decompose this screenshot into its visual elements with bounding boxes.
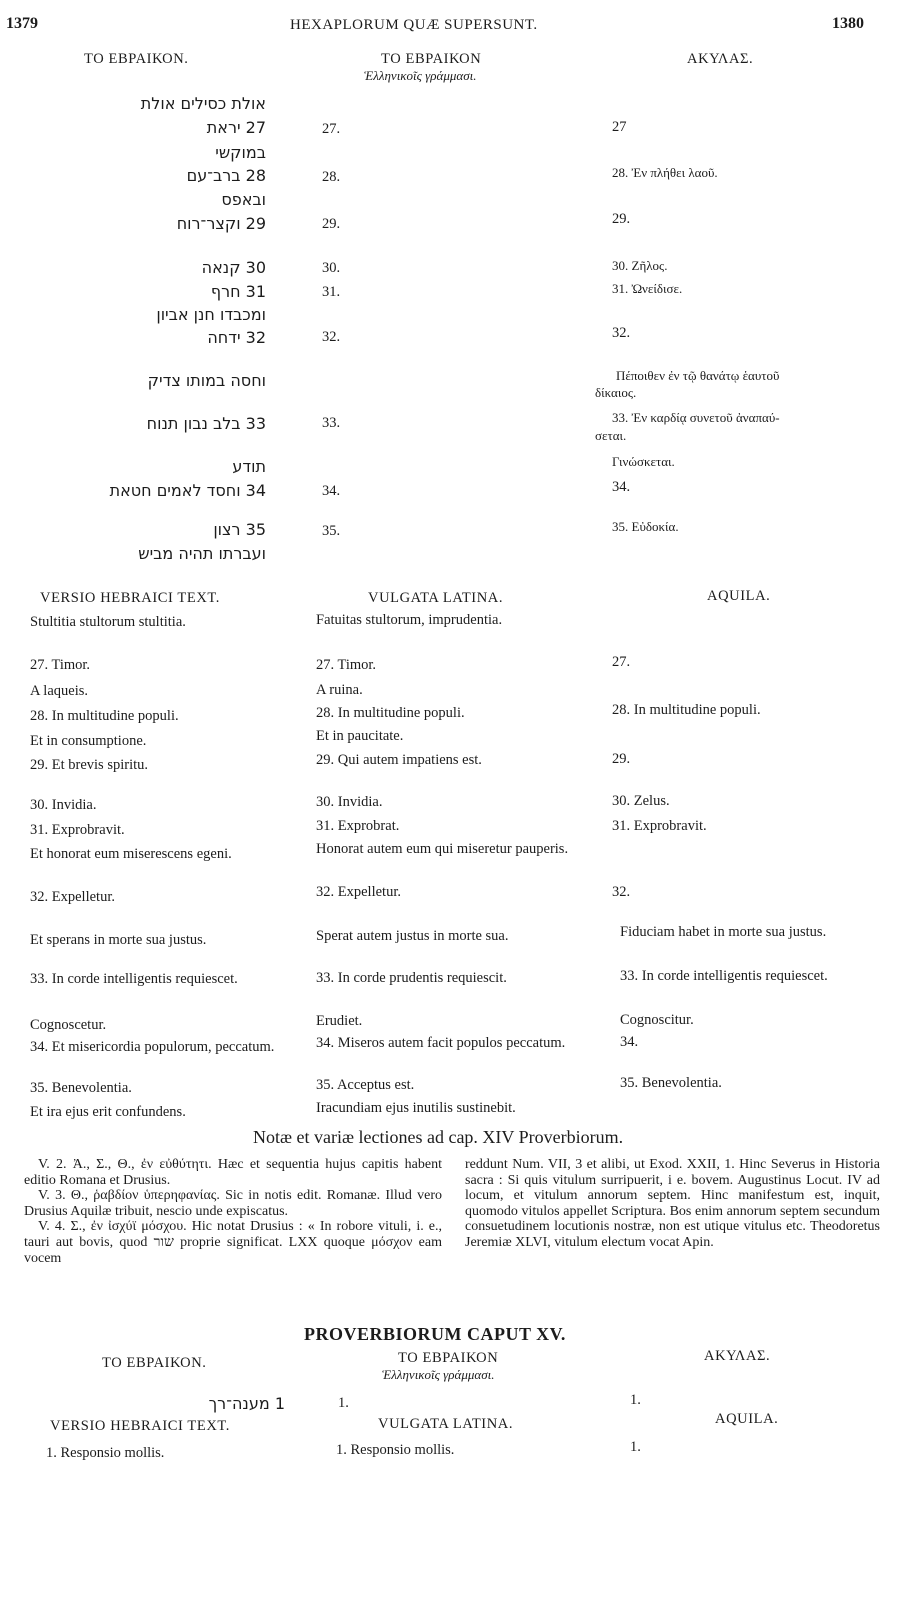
note-paragraph: V. 2. Ἀ., Σ., Θ., ἐν εὐθύτητι. Hæc et sequentia hujus capitis habent editio Romana et Drusius. xyxy=(24,1157,442,1188)
vulgata-line: Iracundiam ejus inutilis sustinebit. xyxy=(316,1100,516,1116)
aquila-greek-line: 28. Ἐν πλήθει λαοῦ. xyxy=(612,165,718,180)
aquila-greek-line: Γινώσκεται. xyxy=(612,454,675,469)
translit-verse: 31. xyxy=(322,284,341,300)
aquila-greek-line: 31. Ὠνείδισε. xyxy=(612,281,683,296)
aquila-greek-line: 33. Ἐν καρδίᾳ συνετοῦ ἀναπαύ- xyxy=(612,410,780,425)
versio-line: 35. Benevolentia. xyxy=(30,1080,132,1096)
aquila-latin-line: 31. Exprobravit. xyxy=(612,818,707,834)
versio-line: 31. Exprobravit. xyxy=(30,822,125,838)
versio-line: Et honorat eum miserescens egeni. xyxy=(30,846,232,862)
vulgata-line: Et in paucitate. xyxy=(316,728,404,744)
translit-verse: 30. xyxy=(322,260,341,276)
transliterated-column-subheader: Ἑλληνικοῖς γράμμασι. xyxy=(364,68,477,83)
transliterated-column-subheader: Ἑλληνικοῖς γράμμασι. xyxy=(382,1367,495,1382)
translit-verse: 29. xyxy=(322,216,341,232)
vulgata-line: Honorat autem eum qui miseretur pauperis. xyxy=(316,841,569,857)
vulgata-line: Sperat autem justus in morte sua. xyxy=(316,928,509,944)
translit-verse: 34. xyxy=(322,483,341,499)
aquila-greek-line: 30. Ζῆλος. xyxy=(612,258,668,273)
versio-line: 29. Et brevis spiritu. xyxy=(30,757,149,773)
hebrew-line: 29 וקצר־רוח xyxy=(176,214,266,233)
versio-line: Cognoscetur. xyxy=(30,1017,107,1033)
chapter-title: PROVERBIORUM CAPUT XV. xyxy=(304,1324,566,1344)
transliterated-column-header: ΤΟ ΕΒΡΑΙΚΟΝ xyxy=(398,1350,499,1366)
vulgata-line: A ruina. xyxy=(316,682,363,698)
versio-line: 30. Invidia. xyxy=(30,797,97,813)
translit-verse: 35. xyxy=(322,523,341,539)
vulgata-line: 1. Responsio mollis. xyxy=(336,1442,455,1458)
aquila-latin-line: 33. In corde intelligentis requiescet. xyxy=(620,968,828,984)
versio-column-header: VERSIO HEBRAICI TEXT. xyxy=(40,590,221,606)
aquila-latin-line: 27. xyxy=(612,654,631,670)
versio-line: Et ira ejus erit confundens. xyxy=(30,1104,186,1120)
vulgata-line: Erudiet. xyxy=(316,1013,363,1029)
page-number-left: 1379 xyxy=(6,15,38,32)
vulgata-column-header: VULGATA LATINA. xyxy=(378,1416,514,1432)
aquila-greek-column-header: ΑΚΥΛΑΣ. xyxy=(704,1348,771,1364)
hebrew-line: 32 ידחה xyxy=(207,328,266,347)
versio-line: Et in consumptione. xyxy=(30,733,147,749)
versio-line: 1. Responsio mollis. xyxy=(46,1445,165,1461)
hebrew-column-header: ΤΟ ΕΒΡΑΙΚΟΝ. xyxy=(102,1355,207,1371)
aquila-latin-line: 32. xyxy=(612,884,631,900)
transliterated-column-header: ΤΟ ΕΒΡΑΙΚΟΝ xyxy=(381,51,482,67)
vulgata-line: 32. Expelletur. xyxy=(316,884,401,900)
vulgata-line: 29. Qui autem impatiens est. xyxy=(316,752,482,768)
aquila-latin-line: Fiduciam habet in morte sua justus. xyxy=(620,924,827,940)
aquila-latin-line: 1. xyxy=(630,1439,641,1455)
vulgata-line: 35. Acceptus est. xyxy=(316,1077,415,1093)
hebrew-line: 35 רצון xyxy=(213,520,266,539)
translit-verse: 32. xyxy=(322,329,341,345)
aquila-greek-line: 29. xyxy=(612,211,631,227)
notes-left-column xyxy=(24,1157,442,1266)
versio-line: 34. Et misericordia populorum, peccatum. xyxy=(30,1039,275,1055)
notes-right-column: reddunt Num. VII, 3 et alibi, ut Exod. XXII, 1. Hinc Severus in Historia sacra : Si quis vitulum surripuerit, i e. bovem. Augustinus Locut. IV ad locum, et vitulum annorum septem. Hinc manifestum est, inquit, quomodo vitulos appellet Scriptura. Bos enim annorum septem secundum consuetudinem locutionis nostræ, non est utique vitulus etc. Theodoretus Jeremiæ XLVI, vitulum electum vocat Apin. xyxy=(465,1157,880,1250)
hebrew-line: 34 וחסד לאמים חטאת xyxy=(109,481,266,500)
aquila-greek-line: δίκαιος. xyxy=(595,385,637,400)
translit-verse: 27. xyxy=(322,121,341,137)
hebrew-line: ועברתו תהיה מביש xyxy=(138,544,266,563)
translit-verse: 33. xyxy=(322,415,341,431)
aquila-greek-line: Πέποιθεν ἐν τῷ θανάτῳ ἑαυτοῦ xyxy=(616,368,780,383)
aquila-greek-line: σεται. xyxy=(595,428,627,443)
vulgata-line: 28. In multitudine populi. xyxy=(316,705,465,721)
aquila-latin-line: 30. Zelus. xyxy=(612,793,670,809)
vulgata-line: 33. In corde prudentis requiescit. xyxy=(316,970,507,986)
notes-title: Notæ et variæ lectiones ad cap. XIV Proverbiorum. xyxy=(253,1127,624,1147)
aquila-latin-column-header: AQUILA. xyxy=(707,588,771,604)
versio-line: Et sperans in morte sua justus. xyxy=(30,932,207,948)
versio-line: 28. In multitudine populi. xyxy=(30,708,179,724)
vulgata-line: 27. Timor. xyxy=(316,657,377,673)
note-paragraph: V. 4. Σ., ἐν ἰσχύϊ μόσχου. Hic notat Drusius : « In robore vituli, i. e., tauri aut bovis, quod שור proprie significat. LXX quoque μόσχον eam vocem xyxy=(24,1219,442,1266)
vulgata-column-header: VULGATA LATINA. xyxy=(368,590,504,606)
running-title: HEXAPLORUM QUÆ SUPERSUNT. xyxy=(290,17,538,33)
note-paragraph: V. 3. Θ., ῥαβδίον ὑπερηφανίας. Sic in notis edit. Romanæ. Illud vero Drusius Aquilæ tribuit, nescio unde expiscatus. xyxy=(24,1188,442,1219)
hebrew-line: במוקשי xyxy=(215,143,266,162)
versio-line: 33. In corde intelligentis requiescet. xyxy=(30,971,238,987)
hebrew-line: וחסה במותו צדיק xyxy=(147,371,266,390)
hebrew-column-header: ΤΟ ΕΒΡΑΙΚΟΝ. xyxy=(84,51,189,67)
aquila-greek-column-header: ΑΚΥΛΑΣ. xyxy=(687,51,754,67)
versio-line: A laqueis. xyxy=(30,683,88,699)
hebrew-line: 1 מענה־רך xyxy=(208,1394,285,1413)
aquila-greek-line: 32. xyxy=(612,325,631,341)
translit-verse: 1. xyxy=(338,1395,349,1411)
aquila-greek-line: 35. Εὐδοκία. xyxy=(612,519,679,534)
aquila-latin-line: Cognoscitur. xyxy=(620,1012,694,1028)
versio-line: Stultitia stultorum stultitia. xyxy=(30,614,186,630)
translit-verse: 28. xyxy=(322,169,341,185)
hebrew-line: 33 בלב נבון תנוח xyxy=(146,414,266,433)
versio-column-header: VERSIO HEBRAICI TEXT. xyxy=(50,1418,231,1434)
vulgata-line: 31. Exprobrat. xyxy=(316,818,400,834)
vulgata-line: Fatuitas stultorum, imprudentia. xyxy=(316,612,503,628)
aquila-greek-line: 1. xyxy=(630,1392,641,1408)
hebrew-line: 27 יראת xyxy=(206,118,266,137)
aquila-greek-line: 27 xyxy=(612,119,627,135)
vulgata-line: 34. Miseros autem facit populos peccatum. xyxy=(316,1035,566,1051)
aquila-greek-line: 34. xyxy=(612,479,631,495)
hebrew-line: 28 ברב־עם xyxy=(186,166,266,185)
hebrew-line: ובאפס xyxy=(221,190,266,209)
hebrew-line: ומכבדו חנן אביון xyxy=(156,305,266,324)
aquila-latin-column-header: AQUILA. xyxy=(715,1411,779,1427)
aquila-latin-line: 28. In multitudine populi. xyxy=(612,702,761,718)
hebrew-line: 31 חרף xyxy=(210,282,266,301)
hebrew-line: 30 קנאה xyxy=(201,258,266,277)
versio-line: 32. Expelletur. xyxy=(30,889,115,905)
hebrew-line: תודע xyxy=(232,457,266,476)
page-number-right: 1380 xyxy=(832,15,864,32)
hebrew-line: אולת כסילים אולת xyxy=(140,94,266,113)
vulgata-line: 30. Invidia. xyxy=(316,794,383,810)
versio-line: 27. Timor. xyxy=(30,657,91,673)
aquila-latin-line: 35. Benevolentia. xyxy=(620,1075,722,1091)
aquila-latin-line: 34. xyxy=(620,1034,639,1050)
aquila-latin-line: 29. xyxy=(612,751,631,767)
